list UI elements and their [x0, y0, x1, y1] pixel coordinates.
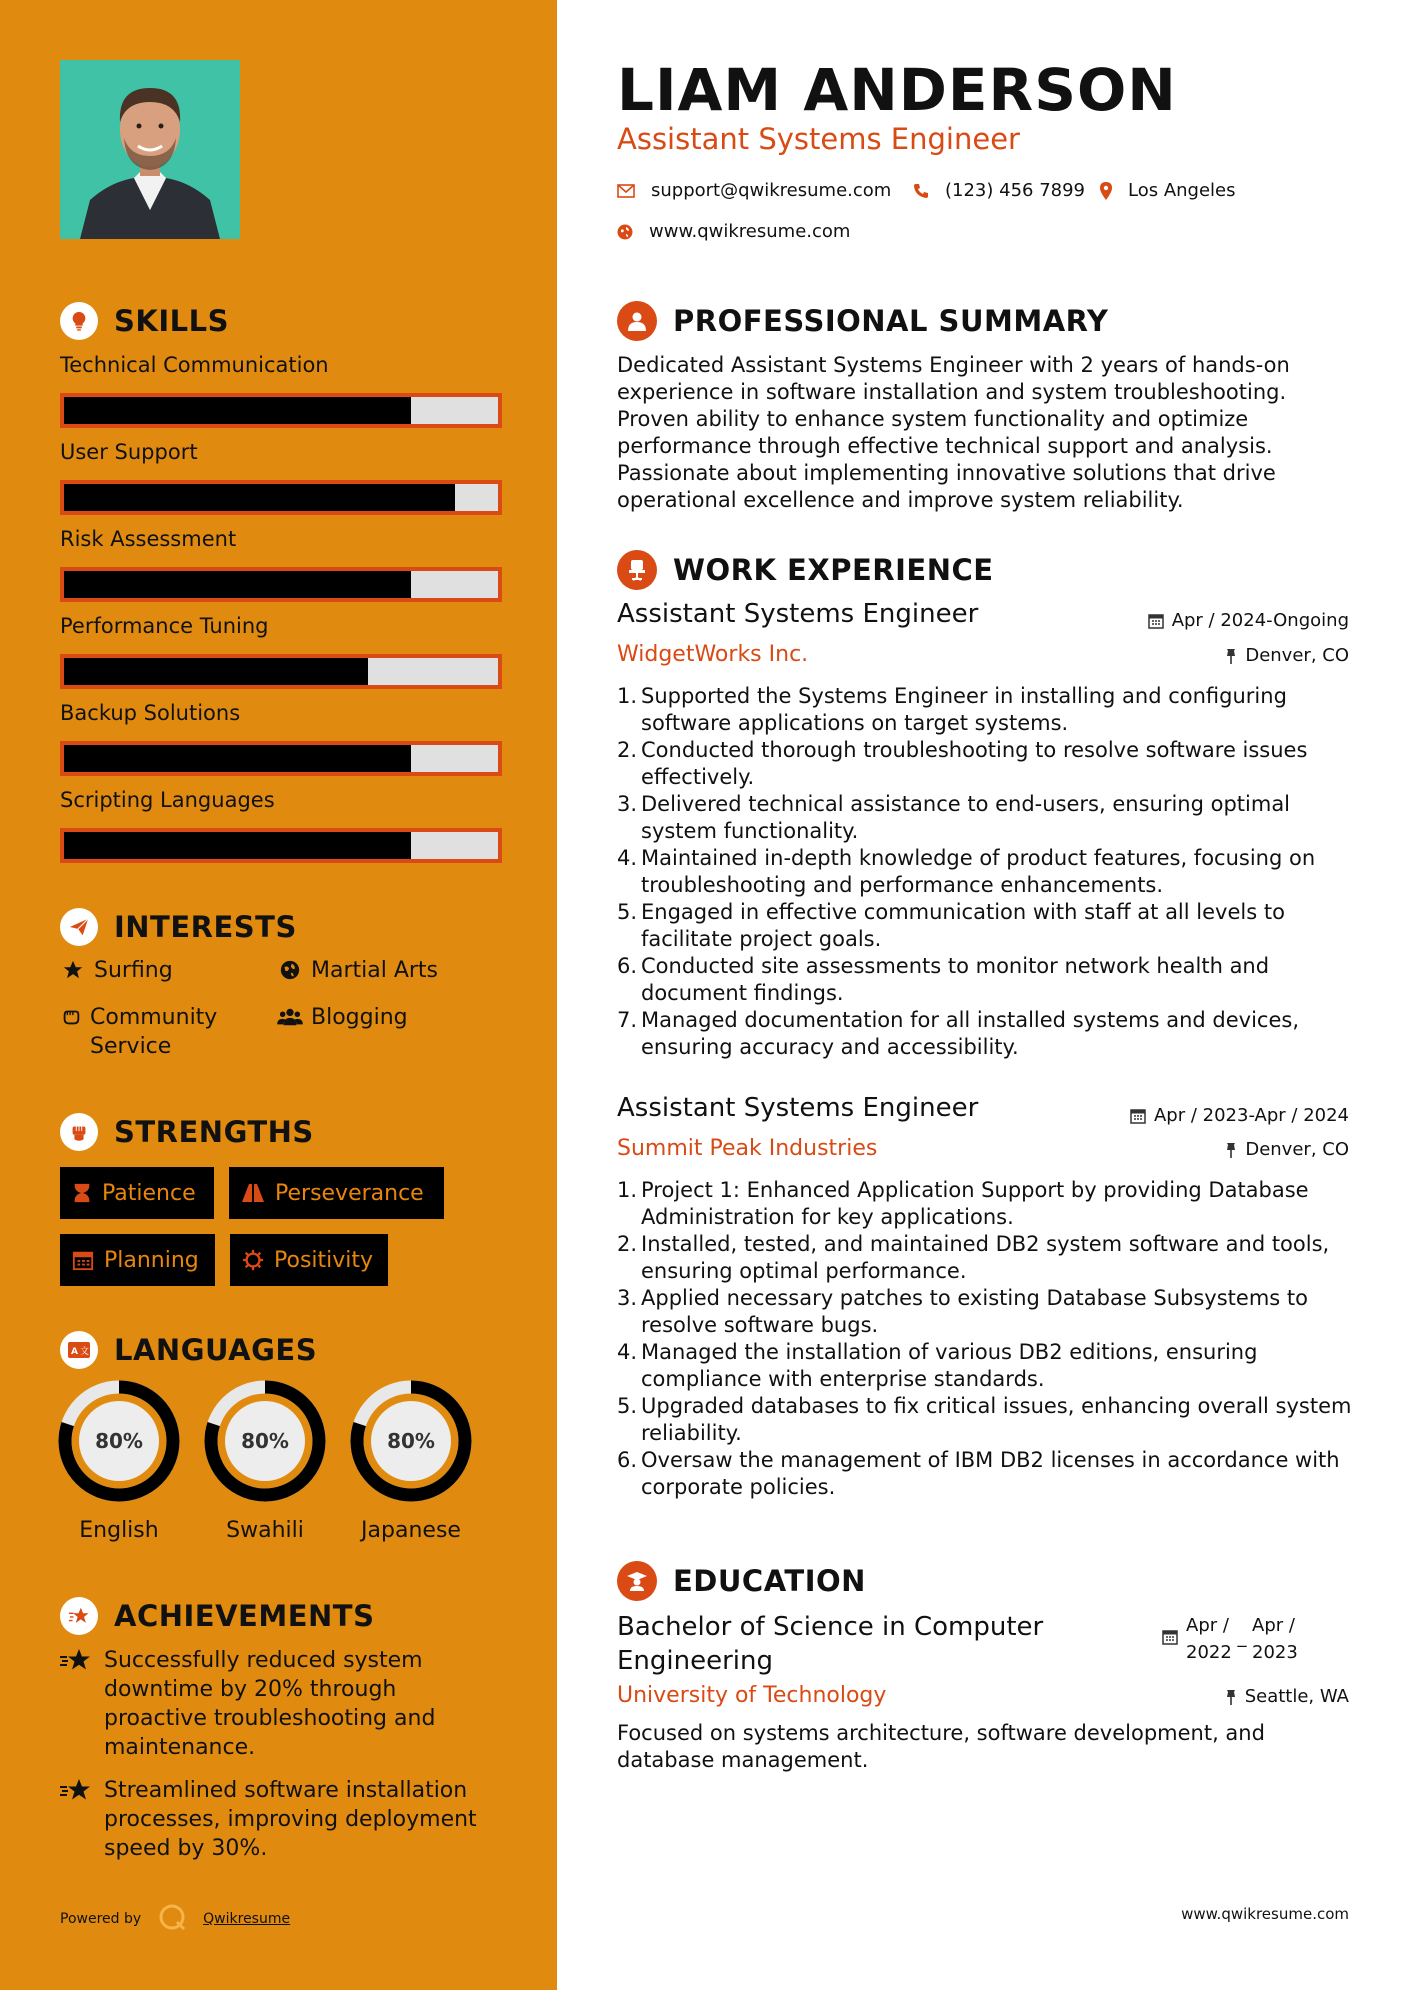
skill-item: [60, 699, 502, 776]
hourglass-icon: [72, 1182, 92, 1204]
office-chair-icon: [617, 550, 657, 590]
education-location-text: Seattle, WA: [1244, 1686, 1349, 1707]
skill-item: [60, 351, 502, 428]
sidebar: [0, 0, 557, 1990]
skill-bar-fill: [64, 397, 411, 424]
interest-label: Martial Arts: [311, 958, 439, 983]
skills-heading: [60, 302, 229, 340]
calendar-icon: [1148, 613, 1164, 629]
footer-url[interactable]: www.qwikresume.com: [1181, 1905, 1349, 1923]
star-badge-icon: [60, 1597, 98, 1635]
strength-label: Perseverance: [275, 1180, 424, 1206]
duty-item: 5. Engaged in effective communication with staff at all levels to facilitate project goals.: [617, 900, 1285, 951]
skill-bar: [60, 741, 502, 776]
language-name: English: [79, 1518, 159, 1543]
language-item: [204, 1380, 326, 1543]
job-dates-text: Apr / 2023-Apr / 2024: [1153, 1105, 1349, 1126]
language-item: [350, 1380, 472, 1543]
skills-title: SKILLS: [114, 304, 229, 338]
duty-item: 1. Supported the Systems Engineer in installing and configuring software applications on target systems.: [617, 684, 1287, 735]
duty-item: 4. Maintained in-depth knowledge of product features, focusing on troubleshooting and performance enhancements.: [617, 846, 1316, 897]
duty-item: 4. Managed the installation of various DB2 editions, ensuring compliance with enterprise standards.: [617, 1340, 1258, 1391]
globe-icon: [617, 224, 633, 240]
education-description: Focused on systems architecture, software development, and database management.: [617, 1721, 1265, 1772]
skill-bar: [60, 393, 502, 428]
job-location: [1225, 1139, 1349, 1160]
interests-heading: [60, 908, 297, 946]
job-dates: [1130, 1105, 1349, 1126]
degree-title: Bachelor of Science in Computer Engineering: [617, 1612, 1044, 1676]
job-company: Summit Peak Industries: [617, 1136, 878, 1161]
strength-label: Positivity: [274, 1247, 374, 1273]
languages-heading: [60, 1331, 317, 1369]
experience-heading: [617, 550, 994, 590]
duty-item: 2. Conducted thorough troubleshooting to resolve software issues effectively.: [617, 738, 1308, 789]
achievement-text: Streamlined software installation processes, improving deployment speed by 30%.: [104, 1778, 477, 1861]
duty-item: 3. Delivered technical assistance to end-users, ensuring optimal system functionality.: [617, 792, 1291, 843]
education-heading: [617, 1561, 866, 1601]
users-icon: [277, 1003, 303, 1028]
achievement-text: Successfully reduced system downtime by 20% through proactive troubleshooting and maintenance.: [104, 1648, 436, 1760]
calendar-icon: [1162, 1626, 1178, 1653]
road-icon: [241, 1183, 265, 1203]
duty-list: [617, 1177, 1357, 1501]
fist-icon: [60, 1113, 98, 1151]
language-donut: [58, 1380, 180, 1502]
job-dates: [1148, 610, 1349, 631]
job-location: [1225, 645, 1349, 666]
interest-label: Surfing: [94, 958, 173, 983]
pushpin-icon: [1225, 648, 1237, 664]
svg-text:A: A: [71, 1347, 78, 1357]
skill-bar-fill: [64, 658, 368, 685]
interest-label: Blogging: [311, 1005, 408, 1030]
education-start-year: 2022: [1186, 1642, 1232, 1663]
powered-by: [60, 1902, 290, 1936]
achievements-heading: [60, 1597, 374, 1635]
education-title: EDUCATION: [673, 1564, 866, 1598]
skill-bar-fill: [64, 745, 411, 772]
calendar-icon: [1130, 1108, 1146, 1124]
achievements-title: ACHIEVEMENTS: [114, 1599, 375, 1633]
duty-item: 2. Installed, tested, and maintained DB2 system software and tools, ensuring optimal performance.: [617, 1232, 1330, 1283]
education-dates: [1162, 1612, 1298, 1666]
powered-by-label: Powered by: [60, 1911, 142, 1927]
star-speed-icon: [60, 1646, 92, 1678]
interest-item: [277, 956, 438, 985]
skill-bar-fill: [64, 484, 455, 511]
language-name: Swahili: [226, 1518, 304, 1543]
experience-title: WORK EXPERIENCE: [673, 553, 994, 587]
interest-label: Community Service: [90, 1005, 218, 1059]
skill-bar-fill: [64, 832, 411, 859]
language-percent: 80%: [95, 1429, 143, 1453]
contact-website[interactable]: [617, 221, 850, 242]
email-text: support@qwikresume.com: [651, 180, 892, 201]
job-location-text: Denver, CO: [1245, 645, 1349, 666]
duty-item: 5. Upgraded databases to fix critical issues, enhancing overall system reliability.: [617, 1394, 1352, 1445]
strength-badge: [60, 1234, 215, 1286]
language-item: [58, 1380, 180, 1543]
star-icon: [60, 956, 86, 981]
map-pin-icon: [1100, 182, 1112, 200]
location-text: Los Angeles: [1128, 180, 1236, 201]
strengths-heading: [60, 1113, 314, 1151]
strength-label: Planning: [104, 1247, 199, 1273]
contact-location: [1100, 180, 1236, 201]
skill-bar: [60, 654, 502, 689]
skill-item: [60, 438, 502, 515]
interests-title: INTERESTS: [114, 910, 297, 944]
education-location: [1225, 1686, 1349, 1707]
summary-heading: [617, 301, 1108, 341]
candidate-title: Assistant Systems Engineer: [617, 122, 1020, 156]
job-title: Assistant Systems Engineer: [617, 1093, 979, 1123]
qwikresume-link[interactable]: Qwikresume: [203, 1911, 291, 1927]
achievement-item: [60, 1776, 500, 1863]
strengths-title: STRENGTHS: [114, 1115, 314, 1149]
duty-item: 6. Oversaw the management of IBM DB2 licenses in accordance with corporate policies.: [617, 1448, 1340, 1499]
pushpin-icon: [1225, 1142, 1237, 1158]
translate-icon: [60, 1331, 98, 1369]
skill-name: Scripting Languages: [60, 788, 275, 812]
contact-email[interactable]: [617, 180, 891, 201]
duty-item: 6. Conducted site assessments to monitor network health and document findings.: [617, 954, 1270, 1005]
svg-text:文: 文: [80, 1347, 90, 1357]
skill-bar: [60, 480, 502, 515]
skill-name: Risk Assessment: [60, 527, 237, 551]
language-donut: [204, 1380, 326, 1502]
job-location-text: Denver, CO: [1245, 1139, 1349, 1160]
language-name: Japanese: [361, 1518, 461, 1543]
summary-title: PROFESSIONAL SUMMARY: [673, 304, 1109, 338]
phone-text: (123) 456 7899: [945, 180, 1086, 201]
phone-icon: [913, 183, 929, 199]
envelope-icon: [617, 184, 635, 198]
strength-label: Patience: [102, 1180, 196, 1206]
strength-badge: [230, 1234, 388, 1286]
education-end-month: Apr /: [1252, 1615, 1295, 1636]
duty-list: [617, 683, 1357, 1061]
interest-item: [277, 1003, 408, 1032]
calendar-icon: [72, 1249, 94, 1271]
website-text: www.qwikresume.com: [649, 221, 851, 242]
qwikresume-logo-icon: [157, 1902, 187, 1936]
language-percent: 80%: [241, 1429, 289, 1453]
pushpin-icon: [1225, 1689, 1237, 1705]
lightbulb-icon: [60, 302, 98, 340]
hand-icon: [60, 1003, 82, 1028]
language-donut: [350, 1380, 472, 1502]
education-end-year: 2023: [1252, 1642, 1298, 1663]
interest-item: [60, 956, 173, 985]
duty-item: 1. Project 1: Enhanced Application Support by providing Database Administration for key applications.: [617, 1178, 1309, 1229]
skill-bar: [60, 828, 502, 863]
interest-item: [60, 1003, 260, 1061]
skill-item: [60, 525, 502, 602]
job-company: WidgetWorks Inc.: [617, 642, 809, 667]
paper-plane-icon: [60, 908, 98, 946]
skill-bar-fill: [64, 571, 411, 598]
achievement-item: [60, 1646, 500, 1762]
education-end: [1252, 1612, 1298, 1666]
duty-item: 3. Applied necessary patches to existing Database Subsystems to resolve software bugs.: [617, 1286, 1308, 1337]
school-name: University of Technology: [617, 1683, 887, 1708]
education-start-month: Apr /: [1186, 1615, 1229, 1636]
education-date-separator: _: [1237, 1627, 1247, 1648]
duty-item: 7. Managed documentation for all installed systems and devices, ensuring accuracy and accessibility.: [617, 1008, 1300, 1059]
skill-name: User Support: [60, 440, 198, 464]
job-title: Assistant Systems Engineer: [617, 599, 979, 629]
education-start: [1186, 1612, 1232, 1666]
summary-text: Dedicated Assistant Systems Engineer with 2 years of hands-on experience in software installation and system troubleshooting. Proven ability to enhance system functionality and optimize performance through effective technical support and analysis. Passionate about implementing innovative solutions that drive operational excellence and improve system reliability.: [617, 353, 1290, 512]
star-speed-icon: [60, 1776, 92, 1808]
languages-title: LANGUAGES: [114, 1333, 318, 1367]
candidate-name: LIAM ANDERSON: [617, 56, 1177, 124]
skill-name: Performance Tuning: [60, 614, 269, 638]
skill-bar: [60, 567, 502, 602]
graduate-icon: [617, 1561, 657, 1601]
skill-name: Backup Solutions: [60, 701, 241, 725]
contact-phone[interactable]: [913, 180, 1085, 201]
skill-item: [60, 612, 502, 689]
language-percent: 80%: [387, 1429, 435, 1453]
skill-item: [60, 786, 502, 863]
globe-icon: [277, 956, 303, 981]
strength-badge: [229, 1167, 444, 1219]
user-icon: [617, 301, 657, 341]
profile-photo: [60, 60, 240, 239]
job-dates-text: Apr / 2024-Ongoing: [1171, 610, 1349, 631]
skill-name: Technical Communication: [60, 353, 329, 377]
strength-badge: [60, 1167, 214, 1219]
gear-icon: [242, 1249, 264, 1271]
